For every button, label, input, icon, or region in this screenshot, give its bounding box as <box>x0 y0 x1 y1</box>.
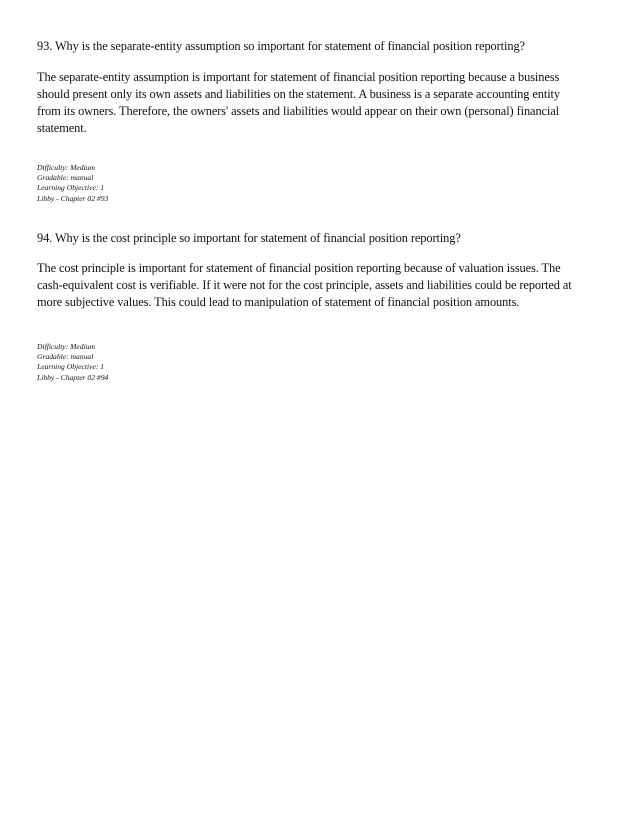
gradable-label: Gradable: manual <box>37 173 94 183</box>
question-93-text: 93. Why is the separate-entity assumption so important for statement of financial position reporting? <box>37 39 525 53</box>
question-94-metadata <box>37 342 108 383</box>
question-93-metadata <box>37 163 108 204</box>
answer-93-line-2: should present only its own assets and liabilities on the statement. A business is a separate accounting entity <box>37 87 560 101</box>
difficulty-label: Difficulty: Medium <box>37 342 95 351</box>
answer-93-line-4: statement. <box>37 121 87 135</box>
answer-93-line-1: The separate-entity assumption is important for statement of financial position reporting because a business <box>37 70 560 84</box>
answer-94-line-3: more subjective values. This could lead to manipulation of statement of financial position amounts. <box>37 295 520 309</box>
answer-93 <box>37 69 599 137</box>
learning-objective-label: Learning Objective: 1 <box>37 362 105 372</box>
source-label: Libby - Chapter 02 #93 <box>37 193 109 203</box>
answer-94 <box>37 260 599 311</box>
learning-objective-label: Learning Objective: 1 <box>37 183 105 193</box>
answer-93-line-3: from its owners. Therefore, the owners' assets and liabilities would appear on their own (personal) financial <box>37 104 560 118</box>
answer-94-line-2: cash-equivalent cost is verifiable. If it were not for the cost principle, assets and liabilities could be reported at <box>37 278 572 292</box>
gradable-label: Gradable: manual <box>37 352 94 362</box>
answer-94-line-1: The cost principle is important for statement of financial position reporting because of valuation issues. The <box>37 261 561 275</box>
source-label: Libby - Chapter 02 #94 <box>37 372 109 382</box>
difficulty-label: Difficulty: Medium <box>37 163 95 172</box>
question-94-text: 94. Why is the cost principle so important for statement of financial position reporting? <box>37 231 461 245</box>
